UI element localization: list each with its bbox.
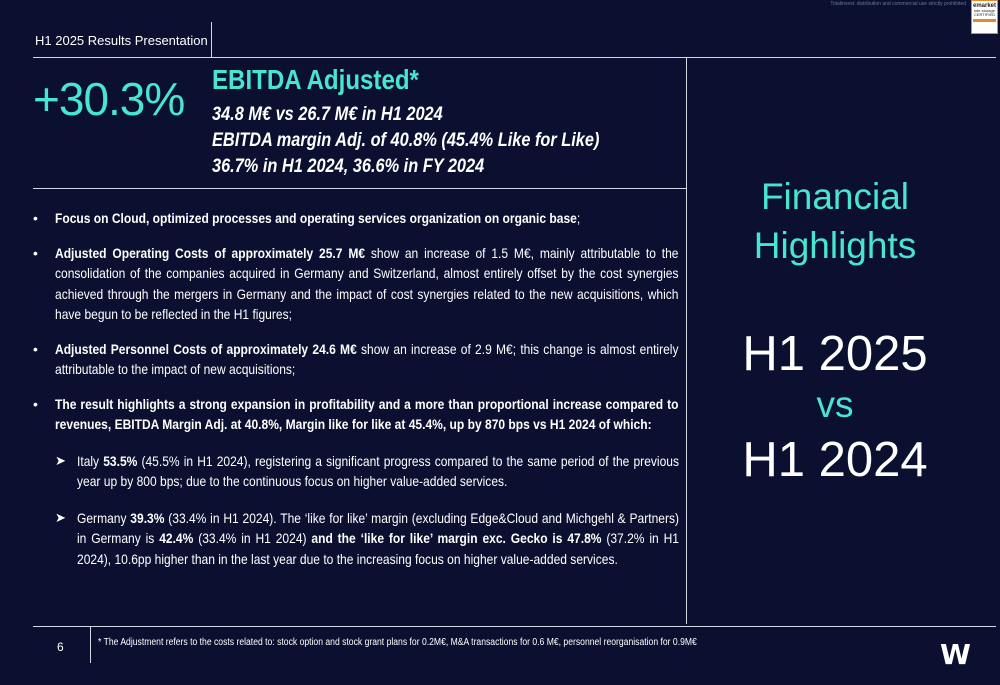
bullet-icon: • [33, 395, 38, 412]
page-number: 6 [57, 640, 64, 654]
sub-text: Italy [77, 452, 104, 469]
badge-bar [973, 19, 996, 22]
bullet-text: show an increase of 2.9 M€; this change is almost entirely attributable to the impact of new acquisitions; [55, 340, 679, 377]
badge-brand: emarket [973, 3, 997, 9]
bullet-icon: • [33, 340, 38, 357]
sub-list-item [33, 508, 693, 570]
list-item [33, 394, 693, 435]
bullet-text: show an increase of 1.5 M€, mainly attributable to the consolidation of the companies acquired in Germany and Switzerland, almost entirely offset by the cost synergies achieved through the mergers in Germany and the impact of cost synergies related to the new acquisitions, which have begun to be reflected in the H1 figures; [55, 244, 679, 322]
sub-text: (33.4% in H1 2024). The ‘like for like’ margin (excluding Edge&Cloud and Michgehl & Partners) in Germany is [77, 509, 680, 546]
bullet-bold: Adjusted Personnel Costs of approximately 24.6 M€ [55, 340, 357, 357]
section-heading-line-2: Highlights [753, 225, 917, 266]
sub-bold: 53.5% [103, 452, 138, 469]
kpi-title: EBITDA Adjusted* [212, 64, 419, 95]
bullet-list [33, 208, 693, 583]
company-logo: W [940, 638, 971, 671]
sub-text: Germany [77, 509, 131, 526]
period-vs: vs [816, 384, 854, 425]
sub-text: (45.5% in H1 2024), registering a significant progress compared to the same period of the previous year up by 800 bps; due to the continuous focus on higher value-added services. [77, 452, 680, 489]
distribution-notice: Totalinvest: distribution and commercial use strictly prohibited [830, 1, 966, 7]
period-current: H1 2025 [742, 327, 928, 381]
bullet-icon: • [33, 210, 38, 226]
kpi-line-1: 34.8 M€ vs 26.7 M€ in H1 2024 [212, 104, 443, 125]
bullet-text: ; [576, 210, 581, 226]
section-heading-line-1: Financial [760, 176, 910, 217]
certification-badge [971, 0, 998, 34]
sub-bold: and the ‘like for like’ margin exc. Gecko is 47.8% [311, 530, 602, 546]
bullet-bold: The result highlights a strong expansion in profitability and a more than proportional increase compared to revenues, EBITDA Margin Adj. at 40.8%, Margin like for like at 45.4%, up by 870 bps vs H1 2024 of which: [55, 395, 679, 432]
period-previous: H1 2024 [742, 433, 928, 487]
sub-list-item [33, 451, 693, 492]
footnote: * The Adjustment refers to the costs related to: stock option and stock grant plans for 0.2M€, M&A transactions for 0.6 M€, personnel reorganisation for 0.9M€ [98, 637, 697, 648]
kpi-line-2: EBITDA margin Adj. of 40.8% (45.4% Like for Like) [212, 130, 600, 151]
section-heading [690, 172, 980, 270]
kpi-rule [33, 188, 686, 189]
sub-text: (37.2% in H1 2024), 10.6pp higher than in the last year due to the increasing focus on higher value-added services. [77, 530, 679, 567]
bullet-bold: Focus on Cloud, optimized processes and operating services organization on organic base [55, 210, 577, 226]
kpi-line-3: 36.7% in H1 2024, 36.6% in FY 2024 [212, 156, 485, 177]
bullet-bold: Adjusted Operating Costs of approximately 25.7 M€ [55, 244, 366, 261]
presentation-title: H1 2025 Results Presentation [35, 33, 208, 48]
list-item [33, 243, 693, 325]
kpi-details [212, 102, 599, 180]
kpi-value: +30.3% [33, 73, 185, 125]
badge-certified: CERTIFIED [973, 12, 996, 17]
bullet-icon: • [33, 244, 38, 261]
sub-bold: 42.4% [159, 530, 194, 546]
footer-rule [33, 626, 996, 627]
sub-text: (33.4% in H1 2024) [193, 530, 312, 546]
top-rule [33, 57, 996, 58]
list-item [33, 208, 693, 229]
header-divider [211, 22, 212, 57]
badge-subtitle: sdir storage [974, 8, 995, 13]
sub-bold: 39.3% [130, 509, 165, 526]
footer-divider [90, 626, 91, 663]
arrow-bullet-icon: ➤ [55, 452, 66, 468]
list-item [33, 339, 693, 380]
arrow-bullet-icon: ➤ [55, 509, 66, 525]
